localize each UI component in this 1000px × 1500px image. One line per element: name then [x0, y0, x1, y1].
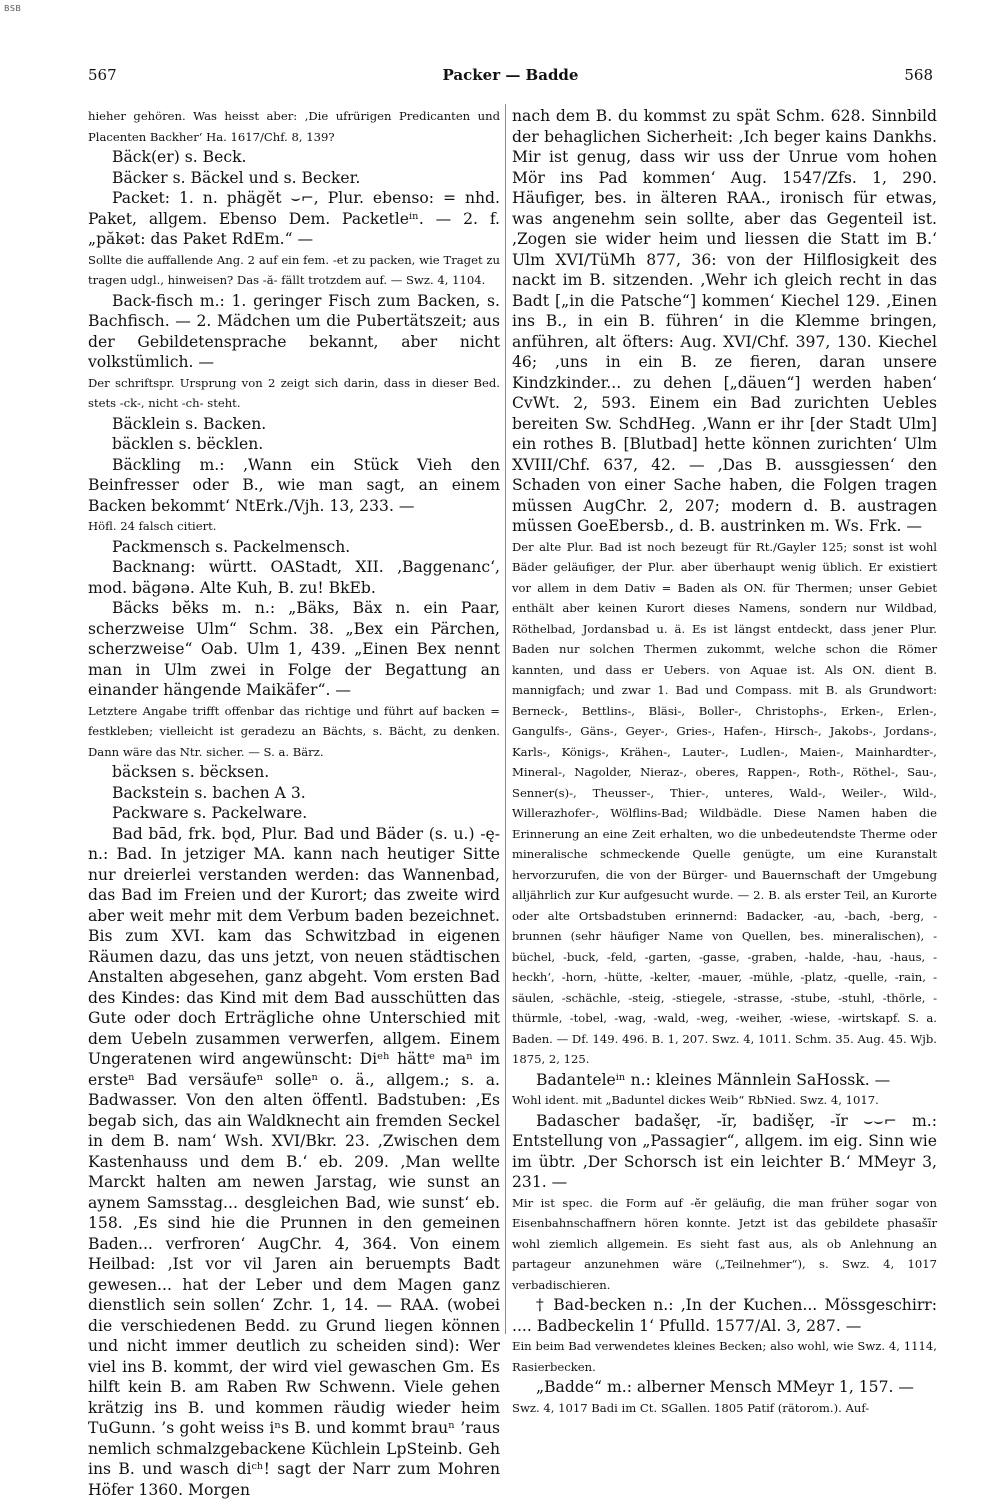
entry-note: Wohl ident. mit „Baduntel dickes Weib“ RbNied. Swz. 4, 1017. [512, 1090, 937, 1111]
running-title: Packer — Badde [88, 66, 933, 84]
dictionary-entry: Packmensch s. Packelmensch. [88, 537, 500, 558]
dictionary-entry: bäcklen s. bëcklen. [88, 434, 500, 455]
dictionary-entry: Bad bād, frk. bǫd, Plur. Bad und Bäder (s. u.) -ę- n.: Bad. In jetziger MA. kann nach heutiger Sitte nur dreierlei verstanden werden: das Wannenbad, das Bad im Freien und der Kurort; das zweite wird aber weit mehr mit dem Verbum baden bezeichnet. Bis zum XVI. kam das Schwitzbad in eigenen Räumen dazu, das uns jetzt, von neuen städtischen Anstalten abgesehen, ganz abgeht. Vom ersten Bad des Kindes: das Kind mit dem Bad ausschütten das Gute oder doch Erträgliche ohne Unterschied mit dem Uebeln zusammen verwerfen, allgem. Einem Ungeratenen wird angewünscht: Diᵉʰ hättᵉ maⁿ im ersteⁿ Bad versäufeⁿ solleⁿ o. ä., allgem.; s. a. Badwasser. Von den alten öffentl. Badstuben: ‚Es begab sich, das ain Waldknecht ain fremden Seckel in dem B. nam‘ Wsh. XVI/Bkr. 23. ‚Zwischen dem Kastenhauss und dem B.‘ eb. 209. ‚Man wellte Marckt halten am newen Jarstag, wie sunst an aynem Samsstag... desgleichen Bad, wie sunst‘ eb. 158. ‚Es sind hie die Prunnen in den gemeinen Baden... verfroren‘ AugChr. 4, 364. Von einem Heilbad: ‚Ist vor vil Jaren ain beruempts Badt gewesen... hat der Leber und dem Magen ganz dienstlich sein sollen‘ Zchr. 1, 14. — RAA. (wobei die verschiedenen Bedd. zu Grund liegen können und nicht immer deutlich zu scheiden sind): Wer viel ins B. kommt, der wird viel gewaschen Gm. Es hilft kein B. am Raben Rw Schwenn. Viele gehen krätzig ins B. und kommen räudig wieder heim TuGunn. ’s goht weiss iⁿs B. und kommt brauⁿ ’raus nemlich schmalzgebackene Küchlein LpSteinb. Geh ins B. und wasch diᶜʰ! sagt der Narr zum Mohren Höfer 1360. Morgen [88, 824, 500, 1500]
dictionary-entry: Backnang: württ. OAStadt, XII. ‚Baggenanc‘, mod. bägənə. Alte Kuh, B. zu! BkEb. [88, 557, 500, 598]
dictionary-entry: „Badde“ m.: alberner Mensch MMeyr 1, 157. — [512, 1377, 937, 1398]
dictionary-entry: Bäcks bĕks m. n.: „Bäks, Bäx n. ein Paar, scherzweise Ulm“ Schm. 38. „Bex ein Pärchen, scherzweise“ Oab. Ulm 1, 439. „Einen Bex nennt man in Ulm zwei in Folge der Begattung an einander hängende Maikäfer“. — [88, 598, 500, 701]
column-divider [505, 104, 506, 1334]
dictionary-entry: Back-fisch m.: 1. geringer Fisch zum Backen, s. Bachfisch. — 2. Mädchen um die Pubertätszeit; aus der Gebildetensprache bekannt, aber nicht volkstümlich. — [88, 291, 500, 373]
entry-note: Der schriftspr. Ursprung von 2 zeigt sich darin, dass in dieser Bed. stets -ck-, nicht -ch- steht. [88, 373, 500, 414]
dictionary-entry: † Bad-becken n.: ‚In der Kuchen... Mössgeschirr: .... Badbeckelin 1‘ Pfulld. 1577/Al. 3, 287. — [512, 1295, 937, 1336]
dictionary-entry: Packware s. Packelware. [88, 803, 500, 824]
dictionary-entry: bäcksen s. bëcksen. [88, 762, 500, 783]
dictionary-entry: Badascher badašęr, -ĭr, badišęr, -ĭr ⌣⌣⌐ m.: Entstellung von „Passagier“, allgem. im eig. Sinn wie im übtr. ‚Der Schorsch ist ein leichter B.‘ MMeyr 3, 231. — [512, 1111, 937, 1193]
entry-note: Höfl. 24 falsch citiert. [88, 516, 500, 537]
left-column [88, 106, 500, 1336]
library-watermark: BSB [4, 4, 21, 13]
entry-note: Mir ist spec. die Form auf -ĕr geläufig, die man früher sogar von Eisenbahnschaffnern hören konnte. Jetzt ist das gebildete phasašīr wohl ziemlich allgemein. Es sieht fast aus, als ob Anlehnung an partageur anzunehmen wäre („Teilnehmer“), s. Swz. 4, 1017 verbadischieren. [512, 1193, 937, 1296]
entry-note: Letztere Angabe trifft offenbar das richtige und führt auf backen = festkleben; vielleicht ist geradezu an Bächts, s. Bächt, zu denken. Dann wäre das Ntr. sicher. — S. a. Bärz. [88, 701, 500, 763]
entry-note: hieher gehören. Was heisst aber: ‚Die ufrürigen Predicanten und Placenten Backher‘ Ha. 1617/Chf. 8, 139? [88, 106, 500, 147]
dictionary-entry: Bäckling m.: ‚Wann ein Stück Vieh den Beinfresser oder B., wie man sagt, an einem Backen bekommt‘ NtErk./Vjh. 13, 233. — [88, 455, 500, 517]
dictionary-entry: nach dem B. du kommst zu spät Schm. 628. Sinnbild der behaglichen Sicherheit: ‚Ich beger kains Dankhs. Mir ist genug, dass wir uss der Unrue vom hohen Mör ins Pad kommen‘ Aug. 1547/Zfs. 1, 290. Häufiger, bes. in älteren RAA., ironisch für etwas, was angenehm sein sollte, aber das Gegenteil ist. ‚Zogen sie wider heim und liessen die Statt im B.‘ Ulm XVI/TüMh 877, 36: von der Hilflosigkeit des nackt im B. sitzenden. ‚Wehr ich gleich recht in das Badt [„in die Patsche“] kommen‘ Kiechel 129. ‚Einen ins B., in ein B. führen‘ in die Klemme bringen, anführen, alt öfters: Aug. XVI/Chf. 397, 130. Kiechel 46; ‚uns in ein B. ze fieren, daran unsere Kindzkinder... zu dehen [„däuen“] werden haben‘ CvWt. 2, 593. Einem ein Bad zurichten Uebles bereiten Sw. SchdHeg. ‚Wann er ihr [der Stadt Ulm] ein rothes B. [Blutbad] hette können zurichten‘ Ulm XVIII/Chf. 637, 42. — ‚Das B. aussgiessen‘ den Schaden von einer Sache haben, die Folgen tragen müssen AugChr. 2, 207; modern d. B. austragen müssen GoeEbersb., d. B. austrinken m. Ws. Frk. — [512, 106, 937, 537]
page-number-left: 567 [88, 66, 117, 84]
dictionary-entry: Bäcker s. Bäckel und s. Becker. [88, 168, 500, 189]
page-number-right: 568 [904, 66, 933, 84]
page-header [88, 66, 933, 86]
entry-note: Ein beim Bad verwendetes kleines Becken; also wohl, wie Swz. 4, 1114, Rasierbecken. [512, 1336, 937, 1377]
entry-note: Der alte Plur. Bad ist noch bezeugt für Rt./Gayler 125; sonst ist wohl Bäder geläufiger, der Plur. aber überhaupt wenig üblich. Er existiert vor allem in dem Dativ = Baden als ON. für Thermen; unser Gebiet enthält aber keinen Kurort dieses Namens, sondern nur Wildbad, Röthelbad, Jordansbad u. ä. Es ist längst entdeckt, dass jener Plur. Baden nur solchen Thermen zukommt, welche schon die Römer kannten, und dass er Uebers. von Aquae ist. Als ON. dient B. mannigfach; und zwar 1. Bad und Compass. mit B. als Grundwort: Berneck-, Bettlins-, Bläsi-, Boller-, Christophs-, Erken-, Erlen-, Gangulfs-, Gäns-, Geyer-, Gries-, Hafen-, Hirsch-, Jakobs-, Jordans-, Karls-, Königs-, Krähen-, Lauter-, Ludlen-, Maien-, Mainhardter-, Mineral-, Nagolder, Nieraz-, oberes, Rappen-, Roth-, Röthel-, Sau-, Senner(s)-, Theusser-, Thier-, unteres, Wald-, Weiler-, Wild-, Willerazhofer-, Wölflins-Bad; Wildbädle. Diese Namen haben die Erinnerung an eine Zeit erhalten, wo die unbedeutendste Therme oder mineralische schmeckende Quelle genügte, um eine Kuranstalt hervorzurufen, die von der Bürger- und Bauernschaft der Umgebung alljährlich zur Kur aufgesucht wurde. — 2. B. als erster Teil, an Kurorte oder alte Ortsbadstuben erinnernd: Badacker, -au, -bach, -berg, -brunnen (sehr häufiger Name von Quellen, bes. mineralischen), -büchel, -buck, -feld, -garten, -gasse, -graben, -halde, -hau, -haus, -heckh‘, -horn, -hütte, -kelter, -mauer, -mühle, -platz, -quelle, -rain, -säulen, -schächle, -steig, -stiegele, -strasse, -stube, -stuhl, -thörle, -thürmle, -tobel, -wag, -wald, -weg, -weiher, -wiese, -wirtskapf. S. a. Baden. — Df. 149. 496. B. 1, 207. Swz. 4, 1011. Schm. 35. Aug. 45. Wjb. 1875, 2, 125. [512, 537, 937, 1070]
dictionary-entry: Backstein s. bachen A 3. [88, 783, 500, 804]
dictionary-entry: Badanteleⁱⁿ n.: kleines Männlein SaHossk. — [512, 1070, 937, 1091]
entry-note: Sollte die auffallende Ang. 2 auf ein fem. -et zu packen, wie Traget zu tragen udgl., hinweisen? Das -ă- fällt trotzdem auf. — Swz. 4, 1104. [88, 250, 500, 291]
entry-note: Swz. 4, 1017 Badi im Ct. SGallen. 1805 Patif (rätorom.). Auf- [512, 1398, 937, 1419]
dictionary-entry: Bäcklein s. Backen. [88, 414, 500, 435]
dictionary-entry: Packet: 1. n. phägĕt ⌣⌐, Plur. ebenso: = nhd. Paket, allgem. Ebenso Dem. Packetleⁱⁿ. — 2. f. „păkət: das Paket RdEm.“ — [88, 188, 500, 250]
right-column [512, 106, 937, 1336]
dictionary-entry: Bäck(er) s. Beck. [88, 147, 500, 168]
